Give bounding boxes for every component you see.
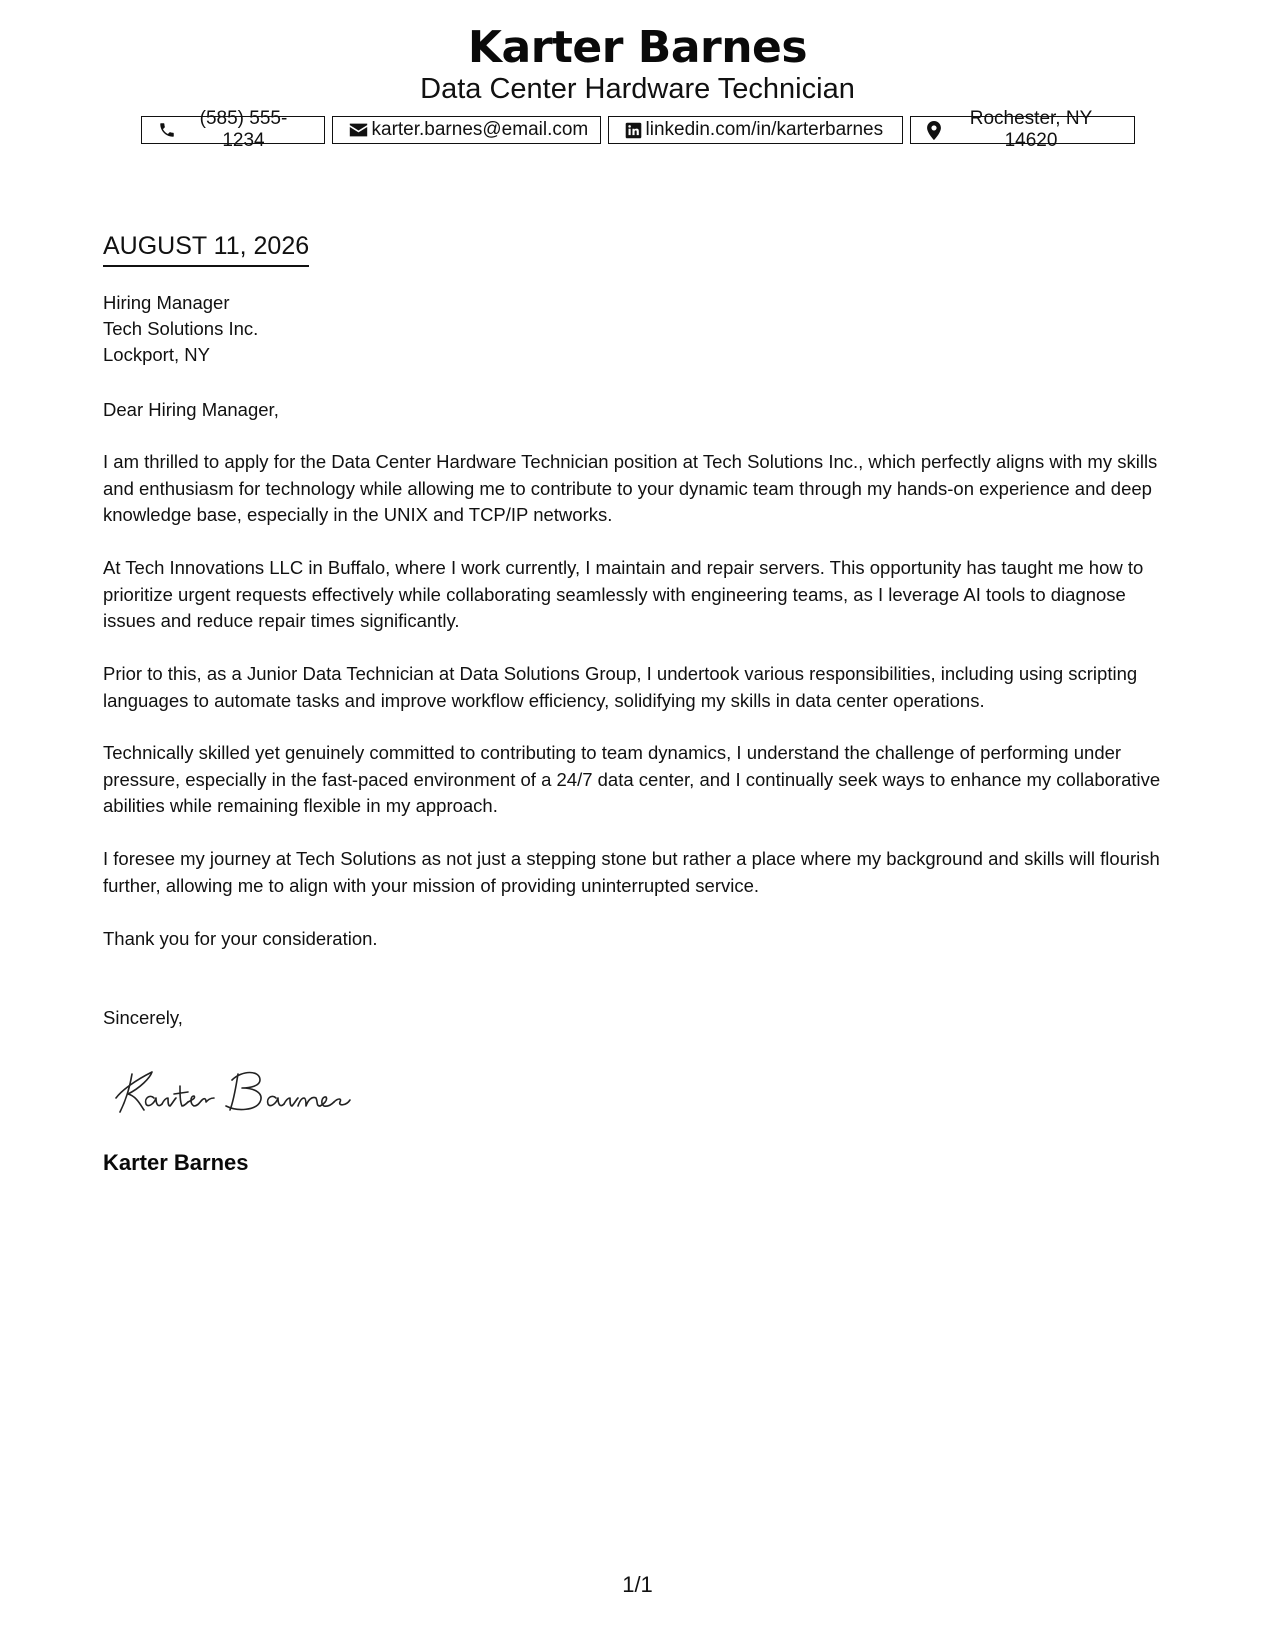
body-paragraph: Technically skilled yet genuinely committed to contributing to team dynamics, I understand the challenge of performing under pressure, especially in the fast-paced environment of a 24/7 data center, and I continually seek ways to enhance my collaborative abilities while remaining flexible in my approach. [103,742,1161,816]
contact-location [910,108,1135,151]
phone-icon [158,121,176,139]
linkedin-url: linkedin.com/in/karterbarnes [645,119,884,140]
contact-linkedin[interactable] [608,116,903,144]
recipient-company: Tech Solutions Inc. [103,318,259,339]
signoff: Sincerely, [103,1007,183,1028]
contact-bar [0,108,1275,151]
envelope-icon [349,122,368,138]
phone-number: (585) 555-1234 [199,108,288,151]
contact-email[interactable] [332,116,601,144]
recipient-block [103,290,258,368]
linkedin-icon [625,122,642,139]
salutation: Dear Hiring Manager, [103,399,279,420]
body-paragraph: I am thrilled to apply for the Data Center Hardware Technician position at Tech Solutions Inc., which perfectly aligns with my skills and enthusiasm for technology while allowing me to contribute to your dynamic team through my hands-on experience and deep knowledge base, especially in the UNIX and TCP/IP networks. [103,451,1158,525]
handwritten-signature [110,1060,370,1120]
map-pin-icon [927,121,941,140]
recipient-title: Hiring Manager [103,292,230,313]
signature-name: Karter Barnes [103,1150,249,1175]
closing-thanks: Thank you for your consideration. [103,928,378,949]
letter-date: AUGUST 11, 2026 [103,231,309,267]
contact-phone[interactable] [141,108,325,151]
email-address: karter.barnes@email.com [371,119,589,140]
recipient-location: Lockport, NY [103,344,210,365]
body-paragraph: At Tech Innovations LLC in Buffalo, where I work currently, I maintain and repair servers. This opportunity has taught me how to prioritize urgent requests effectively while collaborating seamlessly with engineering teams, as I leverage AI tools to diagnose issues and reduce repair times significantly. [103,557,1144,631]
page-number: 1/1 [622,1572,653,1597]
location-text: Rochester, NY 14620 [969,108,1093,151]
body-paragraph: Prior to this, as a Junior Data Technician at Data Solutions Group, I undertook various responsibilities, including using scripting languages to automate tasks and improve workflow efficiency, solidifying my skills in data center operations. [103,663,1138,711]
body-paragraph: I foresee my journey at Tech Solutions as not just a stepping stone but rather a place where my background and skills will flourish further, allowing me to align with your mission of providing uninterrupted service. [103,848,1160,896]
applicant-name: Karter Barnes [467,22,808,73]
letter-header [0,22,1275,151]
applicant-job-title: Data Center Hardware Technician [420,73,855,105]
